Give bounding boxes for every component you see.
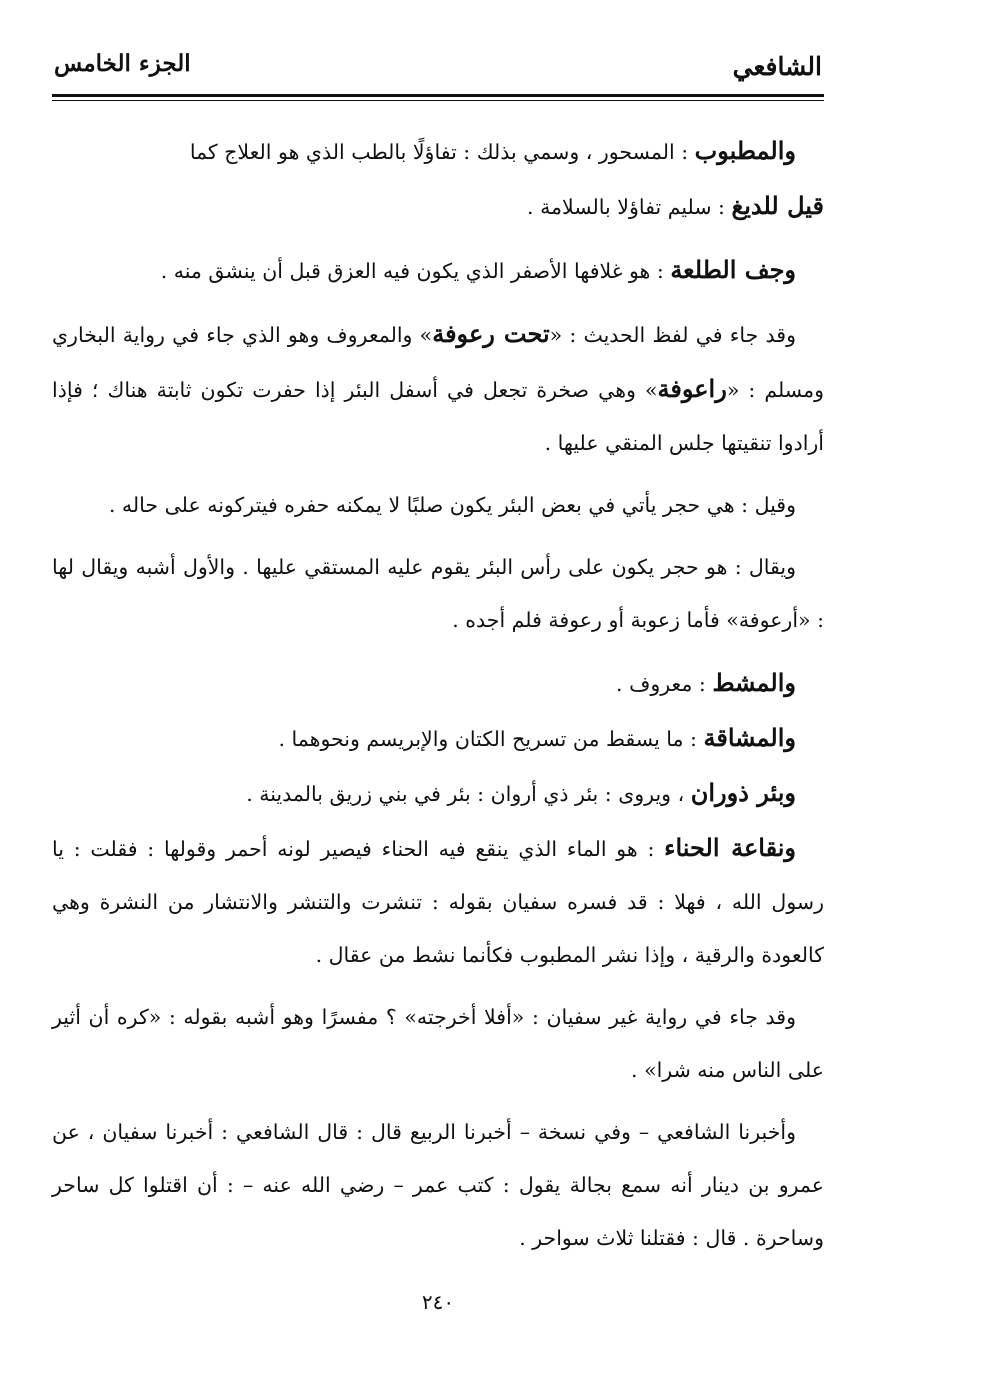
term-matbub: والمطبوب	[694, 136, 796, 165]
paragraph-text: : هو الماء الذي ينقع فيه الحناء فيصير لونه أحمر وقولها : فقلت : يا رسول الله ، فهلا : قد فسره سفيان بقوله : تنشرت والتنشر والانتشار من النشرة وهي كالعودة والرقية ، وإذا نشر المطبوب فكأنما نشط من عقال .	[52, 837, 824, 967]
term-ladigh: قيل للديغ	[731, 191, 824, 220]
header-rule-thin	[52, 100, 824, 101]
term-nuqaa: ونقاعة الحناء	[664, 833, 797, 862]
paragraph-mushaqa	[52, 711, 824, 766]
header-volume-title: الجزء الخامس	[54, 50, 191, 77]
paragraph-text: » والمعروف وهو الذي جاء في رواية البخاري ومسلم : «	[52, 323, 824, 402]
paragraph-text: : سليم تفاؤلا بالسلامة .	[527, 195, 732, 219]
paragraph-text: وقد جاء في رواية غير سفيان : «أفلا أخرجته» ؟ مفسرًا وهو أشبه بقوله : «كره أن أثير على الناس منه شرا» .	[52, 1005, 824, 1082]
paragraph-matbub	[52, 124, 824, 179]
paragraph-text: : المسحور ، وسمي بذلك : تفاؤلًا بالطب الذي هو العلاج كما	[189, 140, 695, 164]
paragraph-text: ، ويروى : بئر ذي أروان : بئر في بني زريق بالمدينة .	[246, 782, 691, 806]
paragraph-text: : ما يسقط من تسريح الكتان والإبريسم ونحوهما .	[278, 727, 704, 751]
header-book-title: الشافعي	[732, 52, 822, 81]
paragraph-riwaya	[52, 991, 824, 1097]
paragraph-yuqal	[52, 541, 824, 647]
paragraph-ladigh	[52, 179, 824, 234]
term-dharwan: وبئر ذوران	[690, 778, 796, 807]
paragraph-nuqaa	[52, 821, 824, 982]
term-mushṭ: والمشط	[712, 668, 796, 697]
term-juff: وجف الطلعة	[670, 255, 796, 284]
document-page	[52, 38, 824, 1338]
term-mushaqa: والمشاقة	[703, 723, 796, 752]
paragraph-text: وقد جاء في لفظ الحديث : «	[549, 323, 796, 347]
paragraph-dharwan	[52, 766, 824, 821]
header-rule-thick	[52, 94, 824, 97]
paragraph-akhbarana	[52, 1106, 824, 1265]
running-header	[52, 38, 824, 86]
page-body	[52, 124, 824, 1274]
emphasis-raufa: راعوفة	[657, 374, 727, 403]
paragraph-juff	[52, 243, 824, 298]
paragraph-text: ويقال : هو حجر يكون على رأس البئر يقوم عليه المستقي عليها . والأول أشبه ويقال لها : «أرعوفة» فأما زعوبة أو رعوفة فلم أجده .	[52, 555, 824, 632]
paragraph-text: وقيل : هي حجر يأتي في بعض البئر يكون صلبًا لا يمكنه حفره فيتركونه على حاله .	[108, 493, 796, 517]
paragraph-qila	[52, 479, 824, 532]
paragraph-text: : معروف .	[616, 672, 713, 696]
paragraph-text: وأخبرنا الشافعي – وفي نسخة – أخبرنا الربيع قال : قال الشافعي : أخبرنا سفيان ، عن عمرو بن دينار أنه سمع بجالة يقول : كتب عمر – رضي الله عنه – : أن اقتلوا كل ساحر وساحرة . قال : فقتلنا ثلاث سواحر .	[52, 1120, 824, 1250]
emphasis-tahta-raufa: تحت رعوفة	[432, 319, 550, 348]
paragraph-text: » وهي صخرة تجعل في أسفل البئر إذا حفرت تكون ثابتة هناك ؛ فإذا أرادوا تنقيتها جلس المنقي عليها .	[52, 378, 824, 455]
page-number: ٢٤٠	[421, 1290, 455, 1314]
paragraph-mushṭ	[52, 656, 824, 711]
paragraph-text: : هو غلافها الأصفر الذي يكون فيه العزق قبل أن ينشق منه .	[160, 259, 671, 283]
paragraph-raufa	[52, 307, 824, 470]
